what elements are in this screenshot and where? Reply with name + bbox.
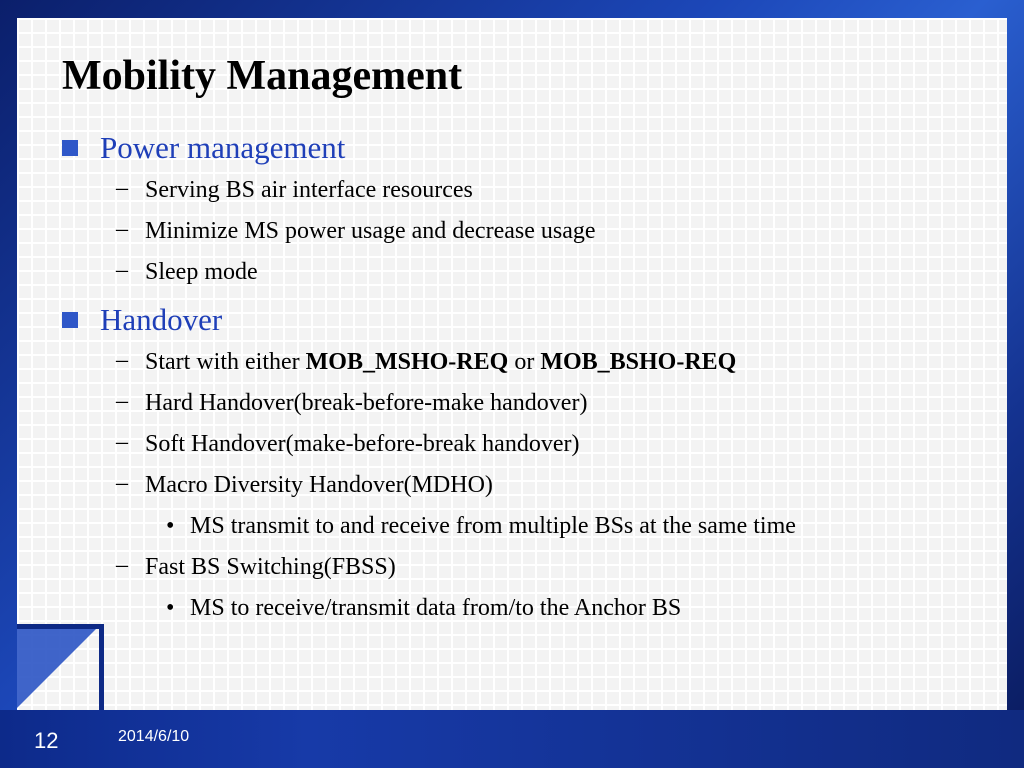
dash-bullet-icon: – [116, 347, 128, 373]
square-bullet-icon [62, 312, 78, 328]
dash-bullet-icon: – [116, 470, 128, 496]
list-item-text: Fast BS Switching(FBSS) [145, 554, 396, 580]
dash-bullet-icon: – [116, 257, 128, 283]
list-item-text: Minimize MS power usage and decrease usage [145, 218, 596, 244]
slide-date: 2014/6/10 [118, 728, 190, 745]
sub-list-item-text: MS transmit to and receive from multiple BSs at the same time [190, 513, 796, 539]
list-item-text: Serving BS air interface resources [145, 177, 473, 203]
list-item-text: Hard Handover(break-before-make handover) [145, 390, 588, 416]
dot-bullet-icon: • [166, 595, 175, 621]
sub-list-item-text: MS to receive/transmit data from/to the Anchor BS [190, 595, 682, 621]
dash-bullet-icon: – [116, 175, 128, 201]
section-heading-label: Handover [100, 302, 223, 337]
bsho-req-term: MOB_BSHO-REQ [540, 349, 737, 375]
corner-decoration-frame [17, 624, 104, 711]
square-bullet-icon [62, 140, 78, 156]
section-heading-label: Power management [100, 130, 346, 165]
list-item-text [145, 349, 736, 376]
page-number: 12 [34, 728, 59, 753]
or-text: or [508, 349, 541, 375]
start-text: Start with either [145, 349, 306, 375]
slide-title: Mobility Management [62, 53, 463, 99]
dot-bullet-icon: • [166, 513, 175, 539]
dash-bullet-icon: – [116, 216, 128, 242]
list-item-text: Macro Diversity Handover(MDHO) [145, 472, 493, 498]
dash-bullet-icon: – [116, 388, 128, 414]
list-item-text: Sleep mode [145, 259, 258, 285]
dash-bullet-icon: – [116, 552, 128, 578]
dash-bullet-icon: – [116, 429, 128, 455]
msho-req-term: MOB_MSHO-REQ [305, 349, 509, 375]
list-item-text: Soft Handover(make-before-break handover) [145, 431, 580, 457]
